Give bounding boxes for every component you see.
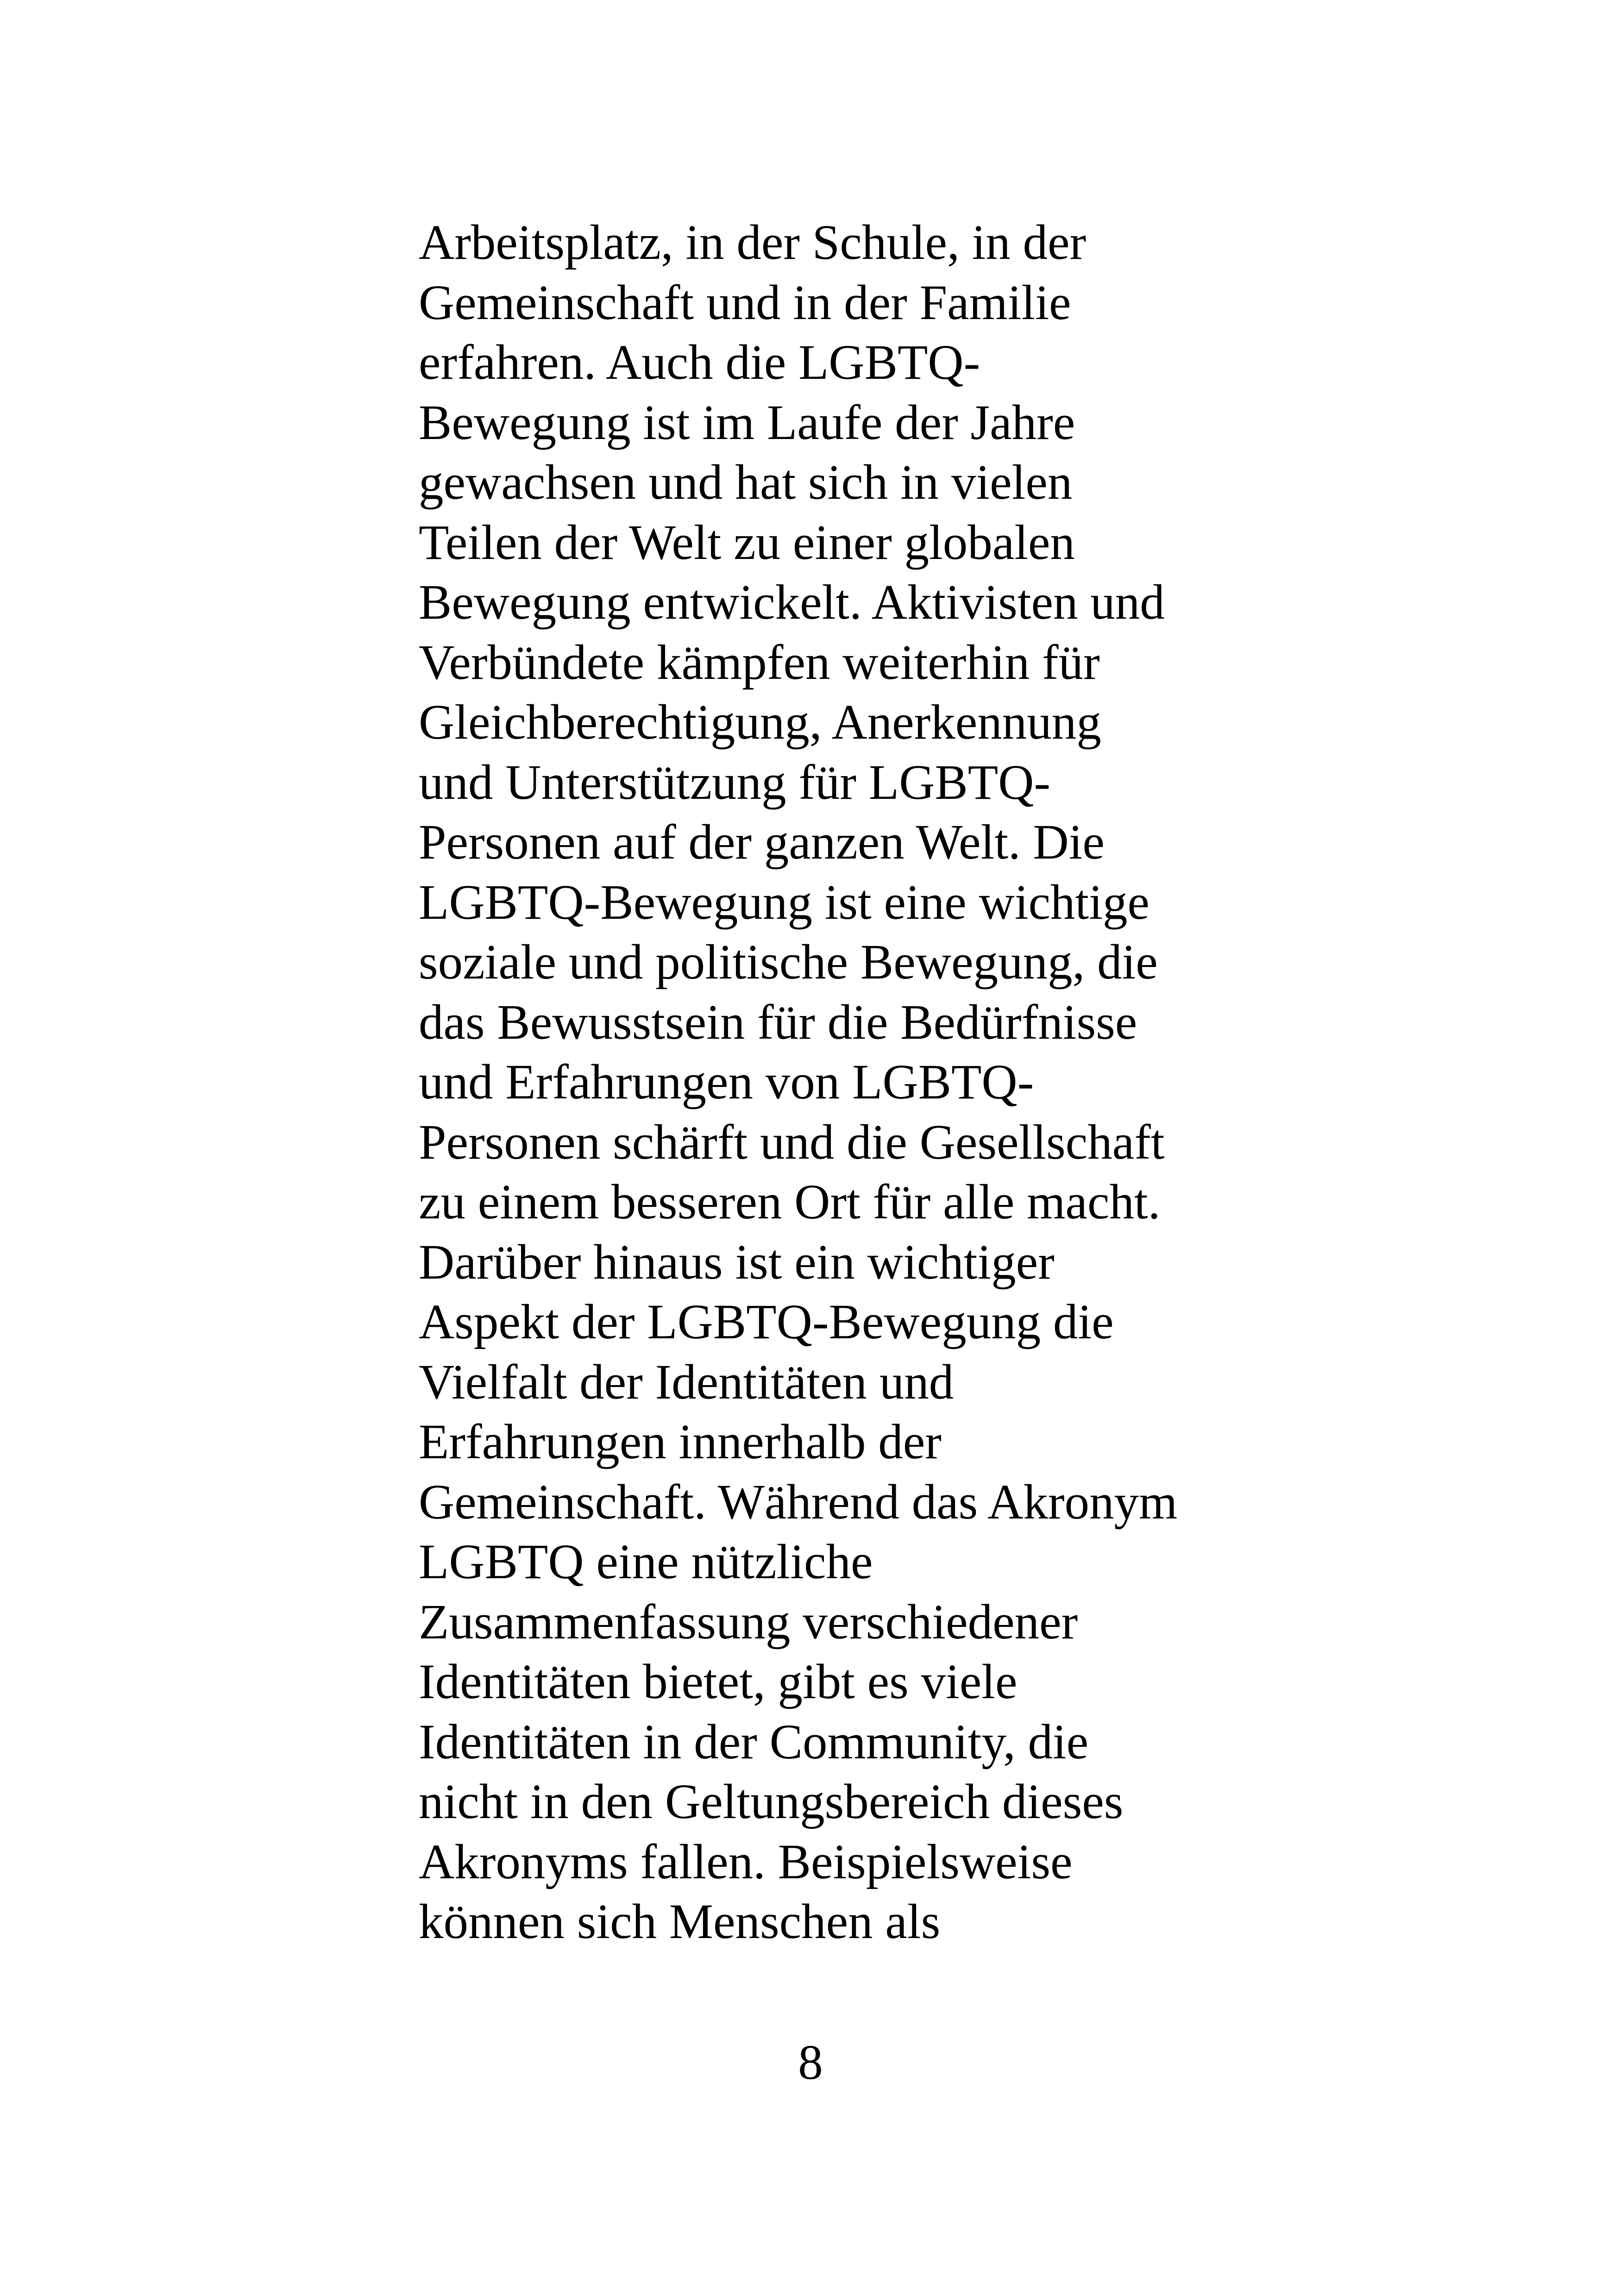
text-line: Aspekt der LGBTQ-Bewegung die bbox=[419, 1295, 1114, 1349]
text-line: Gleichberechtigung, Anerkennung bbox=[419, 695, 1101, 750]
text-line: Identitäten in der Community, die bbox=[419, 1714, 1089, 1769]
text-line: Gemeinschaft und in der Familie bbox=[419, 275, 1071, 330]
text-line: soziale und politische Bewegung, die bbox=[419, 935, 1158, 990]
text-line: zu einem besseren Ort für alle macht. bbox=[419, 1175, 1161, 1230]
text-line: nicht in den Geltungsbereich dieses bbox=[419, 1775, 1124, 1829]
text-line: gewachsen und hat sich in vielen bbox=[419, 455, 1073, 510]
page-number: 8 bbox=[798, 2035, 823, 2090]
text-line: Personen schärft und die Gesellschaft bbox=[419, 1115, 1165, 1170]
text-line: das Bewusstsein für die Bedürfnisse bbox=[419, 995, 1137, 1050]
text-line: Erfahrungen innerhalb der bbox=[419, 1415, 942, 1469]
body-text bbox=[419, 213, 1275, 1952]
text-line: Bewegung ist im Laufe der Jahre bbox=[419, 395, 1075, 450]
text-line: erfahren. Auch die LGBTQ- bbox=[419, 335, 980, 390]
text-line: und Erfahrungen von LGBTQ- bbox=[419, 1055, 1034, 1110]
text-line: Verbündete kämpfen weiterhin für bbox=[419, 635, 1100, 690]
text-line: Bewegung entwickelt. Aktivisten und bbox=[419, 575, 1165, 630]
text-line: Darüber hinaus ist ein wichtiger bbox=[419, 1235, 1055, 1290]
text-line: LGBTQ eine nützliche bbox=[419, 1535, 873, 1589]
text-line: Identitäten bietet, gibt es viele bbox=[419, 1655, 1018, 1709]
text-line: Gemeinschaft. Während das Akronym bbox=[419, 1474, 1178, 1530]
text-line: Vielfalt der Identitäten und bbox=[419, 1355, 954, 1410]
text-line: und Unterstützung für LGBTQ- bbox=[419, 755, 1050, 810]
text-line: Personen auf der ganzen Welt. Die bbox=[419, 815, 1105, 870]
text-line: LGBTQ-Bewegung ist eine wichtige bbox=[419, 875, 1150, 930]
text-line: Akronyms fallen. Beispielsweise bbox=[419, 1834, 1073, 1889]
text-line: können sich Menschen als bbox=[419, 1895, 941, 1949]
text-line: Zusammenfassung verschiedener bbox=[419, 1594, 1078, 1650]
text-line: Teilen der Welt zu einer globalen bbox=[419, 515, 1075, 570]
text-line: Arbeitsplatz, in der Schule, in der bbox=[419, 215, 1087, 270]
